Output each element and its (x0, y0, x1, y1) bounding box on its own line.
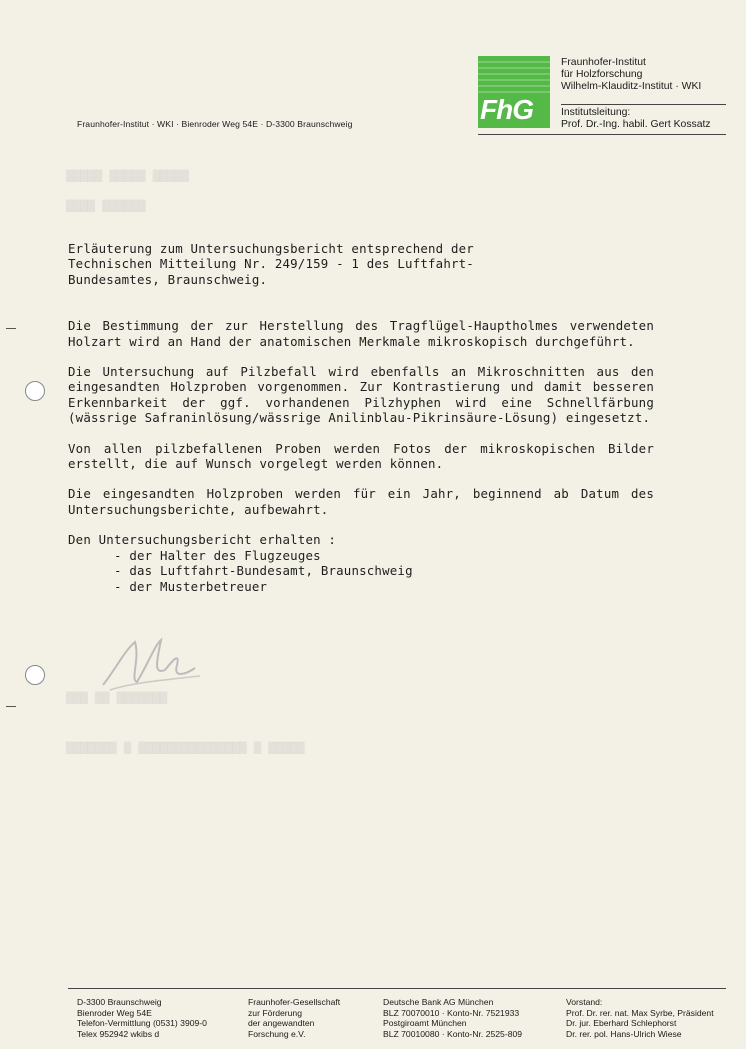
letterhead-divider (561, 104, 726, 105)
handwritten-signature (95, 630, 205, 700)
footer-line: BLZ 70070010 · Konto-Nr. 7521933 (383, 1007, 520, 1018)
show-through-texture: ▇▇▇▇▇▇▇ ▇ ▇▇▇▇▇▇▇▇▇▇▇▇▇▇▇ ▇ ▇▇▇▇▇ (66, 740, 305, 754)
show-through-texture: ▇▇▇▇▇ ▇▇▇▇▇ ▇▇▇▇▇ (66, 168, 189, 182)
footer-bank (383, 997, 522, 1039)
intro-line: Erläuterung zum Untersuchungsbericht entsprechend der (68, 241, 474, 256)
show-through-texture: ▇▇▇ ▇▇ ▇▇▇▇▇▇▇ (66, 690, 168, 704)
fold-mark (6, 328, 16, 329)
footer-line: Postgiroamt München (383, 1018, 467, 1028)
footer-line: D-3300 Braunschweig (77, 997, 162, 1007)
fold-mark (6, 706, 16, 707)
footer-line: Deutsche Bank AG München (383, 997, 494, 1007)
footer-line: Dr. rer. pol. Hans-Ulrich Wiese (566, 1028, 682, 1039)
letterhead-bottom-rule (478, 134, 726, 135)
institute-name (561, 57, 701, 93)
paragraph-wood-species: Die Bestimmung der zur Herstellung des Tragflügel-Hauptholmes verwendeten Holzart wird an Hand der anatomischen Merkmale mikroskopisch durchgeführt. (68, 318, 654, 349)
sender-return-address: Fraunhofer-Institut · WKI · Bienroder Weg 54E · D-3300 Braunschweig (77, 119, 353, 129)
leadership-label: Institutsleitung: (561, 107, 631, 118)
footer-line: zur Förderung (248, 1007, 302, 1018)
footer-board (566, 997, 714, 1039)
punch-hole-top (25, 381, 45, 401)
footer-line: Fraunhofer-Gesellschaft (248, 997, 341, 1007)
institute-leadership (561, 107, 711, 131)
footer-line: Dr. jur. Eberhard Schlephorst (566, 1018, 677, 1028)
recipient-item: - das Luftfahrt-Bundesamt, Braunschweig (114, 563, 413, 579)
institute-line: für Holzforschung (561, 69, 643, 80)
recipient-item: - der Halter des Flugzeuges (114, 547, 321, 563)
footer-address (77, 997, 207, 1039)
footer-line: Telex 952942 wkibs d (77, 1028, 160, 1039)
footer-line: Telefon-Vermittlung (0531) 3909-0 (77, 1018, 207, 1028)
footer-divider (68, 988, 726, 989)
letter-body (68, 241, 654, 594)
paragraph-photos: Von allen pilzbefallenen Proben werden Fotos der mikroskopischen Bilder erstellt, die auf Wunsch vorgelegt werden können. (68, 440, 654, 472)
show-through-texture: ▇▇▇▇ ▇▇▇▇▇▇ (66, 198, 146, 212)
footer-line: BLZ 70010080 · Konto-Nr. 2525-809 (383, 1028, 523, 1039)
logo-lettering: FhG (480, 94, 533, 125)
footer-line: Bienroder Weg 54E (77, 1007, 152, 1018)
footer-line: Prof. Dr. rer. nat. Max Syrbe, Präsident (566, 1007, 714, 1018)
institute-line: Fraunhofer-Institut (561, 57, 646, 68)
paragraph-storage: Die eingesandten Holzproben werden für ein Jahr, beginnend ab Datum des Untersuchungsberichte, aufbewahrt. (68, 486, 654, 517)
paragraph-fungal-test: Die Untersuchung auf Pilzbefall wird ebenfalls an Mikroschnitten aus den eingesandten Holzproben vorgenommen. Zur Kontrastierung und damit besseren Erkennbarkeit der ggf. vorhandenen Pilzhyphen wird eine Schnellfärbung (wässrige Safraninlösung/wässrige Anilinblau-Pikrinsäure-Lösung) eingesetzt. (68, 364, 654, 426)
intro-heading (68, 241, 654, 287)
institute-line: Wilhelm-Klauditz-Institut · WKI (561, 81, 702, 92)
recipients-intro: Den Untersuchungsbericht erhalten : (68, 532, 337, 548)
leadership-name: Prof. Dr.-Ing. habil. Gert Kossatz (561, 119, 711, 130)
punch-hole-bottom (25, 665, 45, 685)
footer-line: Forschung e.V. (248, 1028, 306, 1039)
intro-line: Technischen Mitteilung Nr. 249/159 - 1 des Luftfahrt- (68, 256, 474, 272)
intro-line: Bundesamtes, Braunschweig. (68, 271, 268, 287)
recipient-item: - der Musterbetreuer (114, 578, 268, 594)
recipients-list (68, 548, 654, 594)
footer-society (248, 997, 340, 1039)
footer-line: Vorstand: (566, 997, 603, 1007)
footer-line: der angewandten (248, 1018, 315, 1028)
